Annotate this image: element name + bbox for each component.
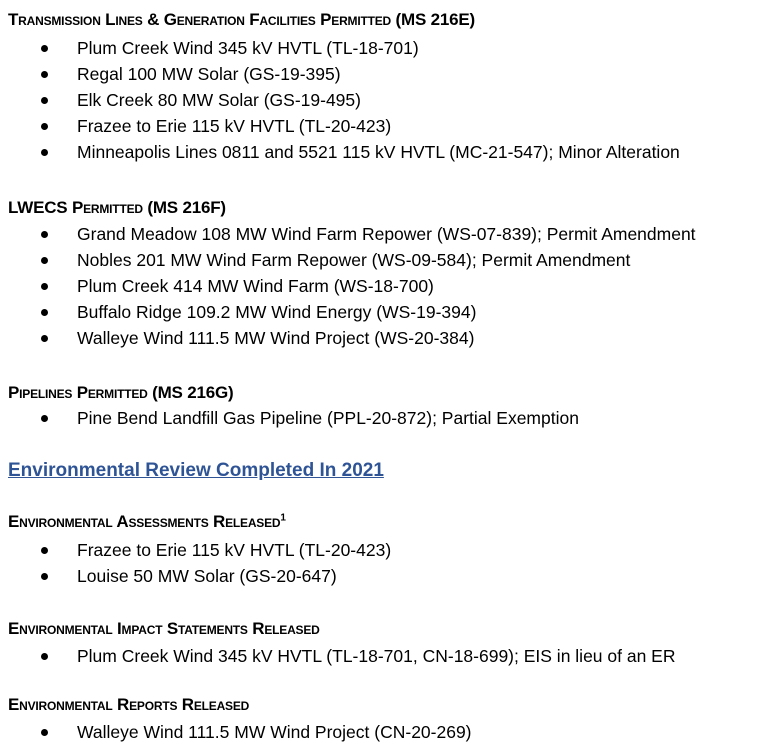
bullet-icon <box>41 123 48 130</box>
bullet-icon <box>41 309 48 316</box>
impact-heading: Environmental Impact Statements Released <box>8 619 320 638</box>
lwecs-heading: LWECS Permitted (MS 216F) <box>8 198 226 217</box>
bullet-icon <box>41 283 48 290</box>
bullet-icon <box>41 149 48 156</box>
bullet-icon <box>41 415 48 422</box>
bullet-icon <box>41 547 48 554</box>
pipelines-heading: Pipelines Permitted (MS 216G) <box>8 383 234 402</box>
bullet-icon <box>41 97 48 104</box>
reports-heading: Environmental Reports Released <box>8 695 250 714</box>
bullet-icon <box>41 71 48 78</box>
bullet-icon <box>41 729 48 736</box>
bullet-icon <box>41 573 48 580</box>
bullet-icon <box>41 257 48 264</box>
assessments-heading: Environmental Assessments Released$^1$ <box>8 512 286 531</box>
transmission-heading: Transmission Lines & Generation Facilities Permitted (MS 216E) <box>8 10 475 29</box>
bullet-icon <box>41 45 48 52</box>
bullet-icon <box>41 653 48 660</box>
env-review-title: Environmental Review Completed In 2021 <box>8 460 384 481</box>
footnote-marker: 1 <box>280 512 286 524</box>
bullet-icon <box>41 231 48 238</box>
bullet-icon <box>41 335 48 342</box>
